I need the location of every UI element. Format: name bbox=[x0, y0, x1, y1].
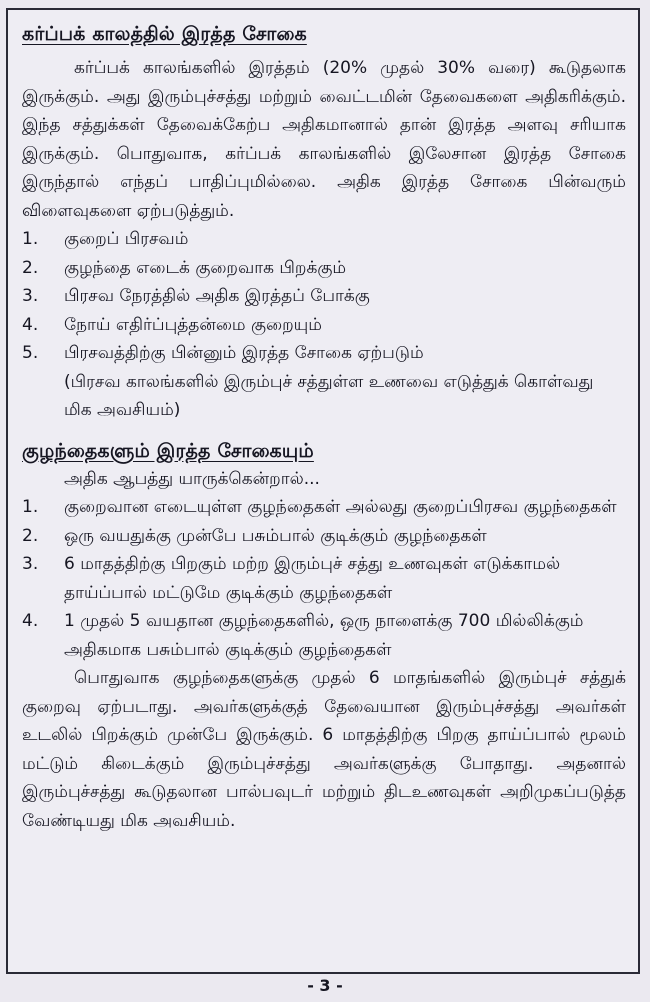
content-body bbox=[22, 20, 626, 835]
section-heading-pregnancy-anemia: கர்ப்பக் காலத்தில் இரத்த சோகை bbox=[22, 23, 307, 45]
risk-lead-text: அதிக ஆபத்து யாருக்கென்றால்... bbox=[64, 468, 320, 489]
content-border bbox=[6, 8, 640, 974]
children-paragraph: பொதுவாக குழந்தைகளுக்கு முதல் 6 மாதங்களில் இரும்புச் சத்துக் குறைவு ஏற்படாது. அவர்களுக்குத் தேவையான இரும்புச்சத்து அவர்கள் உடலில் பிறக்கும் முன்பே இருக்கும். 6 மாதத்திற்கு பிறகு தாய்ப்பால் மூலம் மட்டும் கிடைக்கும் இரும்புச்சத்து அவர்களுக்கு போதாது. அதனால் இரும்புச்சத்து கூடுதலான பால்பவுடர் மற்றும் திடஉணவுகள் அறிமுகப்படுத்த வேண்டியது மிக அவசியம். bbox=[22, 668, 626, 831]
list-item: 3. 6 மாதத்திற்கு பிறகும் மற்ற இரும்புச் சத்து உணவுகள் எடுக்காமல் தாய்ப்பால் மட்டுமே குடிக்கும் குழந்தைகள் bbox=[22, 554, 561, 603]
list-item: 4. நோய் எதிர்ப்புத்தன்மை குறையும் bbox=[22, 314, 322, 335]
page-number: - 3 - bbox=[307, 976, 343, 995]
list-item: 3. பிரசவ நேரத்தில் அதிக இரத்தப் போக்கு bbox=[22, 286, 370, 306]
children-risk-list bbox=[22, 493, 626, 664]
pregnancy-paragraph: கர்ப்பக் காலங்களில் இரத்தம் (20% முதல் 30% வரை) கூடுதலாக இருக்கும். அது இரும்புச்சத்து மற்றும் வைட்டமின் தேவைகளை அதிகரிக்கும். இந்த சத்துக்கள் தேவைக்கேற்ப அதிகமானால் தான் இரத்த அளவு சரியாக இருக்கும். பொதுவாக, கர்ப்பக் காலங்களில் இலேசான இரத்த சோகை இருந்தால் எந்தப் பாதிப்புமில்லை. அதிக இரத்த சோகை பின்வரும் விளைவுகளை ஏற்படுத்தும். bbox=[22, 58, 626, 221]
list-item: 2. குழந்தை எடைக் குறைவாக பிறக்கும் bbox=[22, 257, 347, 278]
list-item: 5. பிரசவத்திற்கு பின்னும் இரத்த சோகை ஏற்படும் bbox=[22, 343, 424, 363]
list-item: 1. குறைப் பிரசவம் bbox=[22, 229, 189, 249]
pregnancy-effects-list bbox=[22, 225, 626, 368]
list-item: 4. 1 முதல் 5 வயதான குழந்தைகளில், ஒரு நாளைக்கு 700 மில்லிக்கும் அதிகமாக பசும்பால் குடிக்கும் குழந்தைகள் bbox=[22, 611, 584, 660]
list-item: 1. குறைவான எடையுள்ள குழந்தைகள் அல்லது குறைப்பிரசவ குழந்தைகள் bbox=[22, 497, 617, 517]
list-item: 2. ஒரு வயதுக்கு முன்பே பசும்பால் குடிக்கும் குழந்தைகள் bbox=[22, 525, 487, 546]
section-spacer bbox=[22, 425, 626, 437]
section-heading-children-anemia: குழந்தைகளும் இரத்த சோகையும் bbox=[22, 439, 314, 462]
pregnancy-note: (பிரசவ காலங்களில் இரும்புச் சத்துள்ள உணவை எடுத்துக் கொள்வது மிக அவசியம்) bbox=[64, 371, 594, 420]
